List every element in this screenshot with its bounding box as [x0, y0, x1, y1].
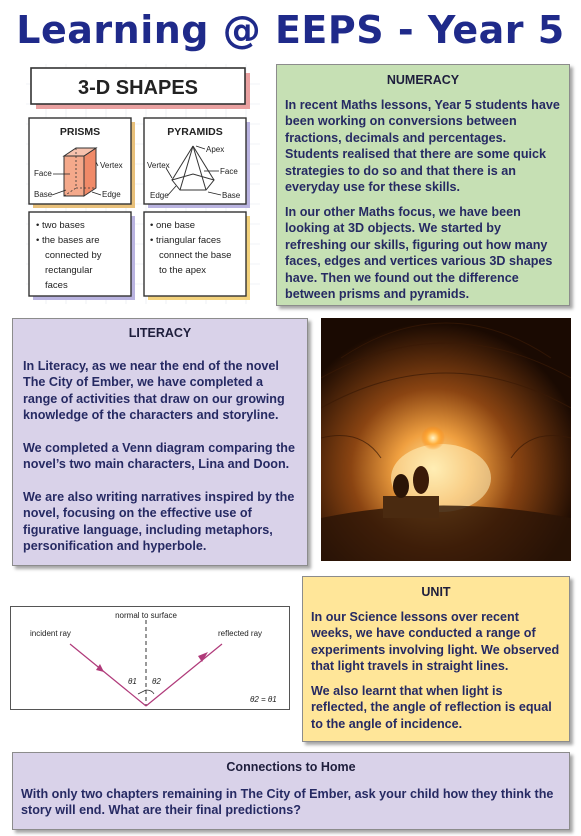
- 3d-shapes-poster: [26, 64, 260, 304]
- svg-text:rectangular: rectangular: [45, 265, 93, 276]
- unit-paragraph-1: In our Science lessons over recent weeks, we have conducted a range of experiments involving light. We observed that light travels in straight lines.: [311, 609, 560, 673]
- svg-text:Vertex: Vertex: [100, 161, 123, 170]
- prisms-heading: PRISMS: [59, 126, 101, 138]
- normal-label: normal to surface: [115, 611, 177, 620]
- svg-text:• two bases: • two bases: [36, 220, 85, 231]
- literacy-panel: [12, 318, 308, 566]
- page-title: Learning @ EEPS - Year 5: [16, 8, 565, 52]
- svg-text:Vertex: Vertex: [147, 161, 170, 170]
- svg-text:Base: Base: [34, 190, 53, 199]
- literacy-paragraph-3: We are also writing narratives inspired by the novel, focusing on the effective use of figurative language, including metaphors, personification and hyperbole.: [23, 489, 295, 553]
- reflected-ray-label: reflected ray: [218, 629, 263, 638]
- svg-text:Edge: Edge: [102, 190, 121, 199]
- numeracy-paragraph-2: In our other Maths focus, we have been looking at 3D objects. We started by refreshing our skills, figuring out how many faces, edges and vertices various 3D shapes have. Then we found out the difference between prisms and pyramids.: [285, 204, 553, 301]
- unit-paragraph-2: We also learnt that when light is reflected, the angle of reflection is equal to the angle of incidence.: [311, 683, 552, 731]
- svg-text:connect the base: connect the base: [159, 250, 232, 261]
- city-of-ember-image: [321, 318, 571, 561]
- home-panel: [12, 752, 570, 830]
- theta1-label: θ1: [128, 677, 137, 686]
- numeracy-paragraph-1: In recent Maths lessons, Year 5 students have been working on conversions between fractions, decimals and percentages. Students realised that there are some quick strategies to do so and that there is an everyday use for these skills.: [285, 97, 560, 194]
- svg-text:faces: faces: [45, 280, 68, 291]
- literacy-heading: LITERACY: [128, 326, 192, 340]
- svg-text:Face: Face: [34, 169, 52, 178]
- svg-text:• one base: • one base: [150, 220, 196, 231]
- svg-text:Base: Base: [222, 191, 241, 200]
- unit-heading: UNIT: [421, 585, 451, 599]
- svg-text:to the apex: to the apex: [159, 265, 207, 276]
- svg-text:Apex: Apex: [206, 145, 225, 154]
- incident-ray-label: incident ray: [30, 629, 71, 638]
- svg-text:Face: Face: [220, 167, 238, 176]
- svg-text:• the bases are: • the bases are: [36, 235, 100, 246]
- svg-text:• triangular faces: • triangular faces: [150, 235, 221, 246]
- prism-drawing: [64, 148, 96, 196]
- light-reflection-diagram: [10, 606, 290, 710]
- theta2-label: θ2: [152, 677, 161, 686]
- numeracy-panel: [276, 64, 570, 306]
- angle-equation: θ2 = θ1: [250, 695, 277, 704]
- numeracy-heading: NUMERACY: [386, 73, 460, 87]
- home-paragraph: With only two chapters remaining in The City of Ember, ask your child how they think the story will end. What are their final predictions?: [21, 786, 554, 817]
- unit-panel: [302, 576, 570, 742]
- poster-title: 3-D SHAPES: [77, 77, 199, 99]
- literacy-paragraph-2: We completed a Venn diagram comparing the novel’s two main characters, Lina and Doon.: [23, 440, 295, 471]
- pyramids-heading: PYRAMIDS: [167, 126, 223, 138]
- home-heading: Connections to Home: [226, 760, 356, 774]
- svg-text:Edge: Edge: [150, 191, 169, 200]
- literacy-paragraph-1: In Literacy, as we near the end of the novel The City of Ember, we have completed a range of activities that draw on our growing knowledge of the characters and storyline.: [23, 358, 285, 422]
- svg-text:connected by: connected by: [45, 250, 102, 261]
